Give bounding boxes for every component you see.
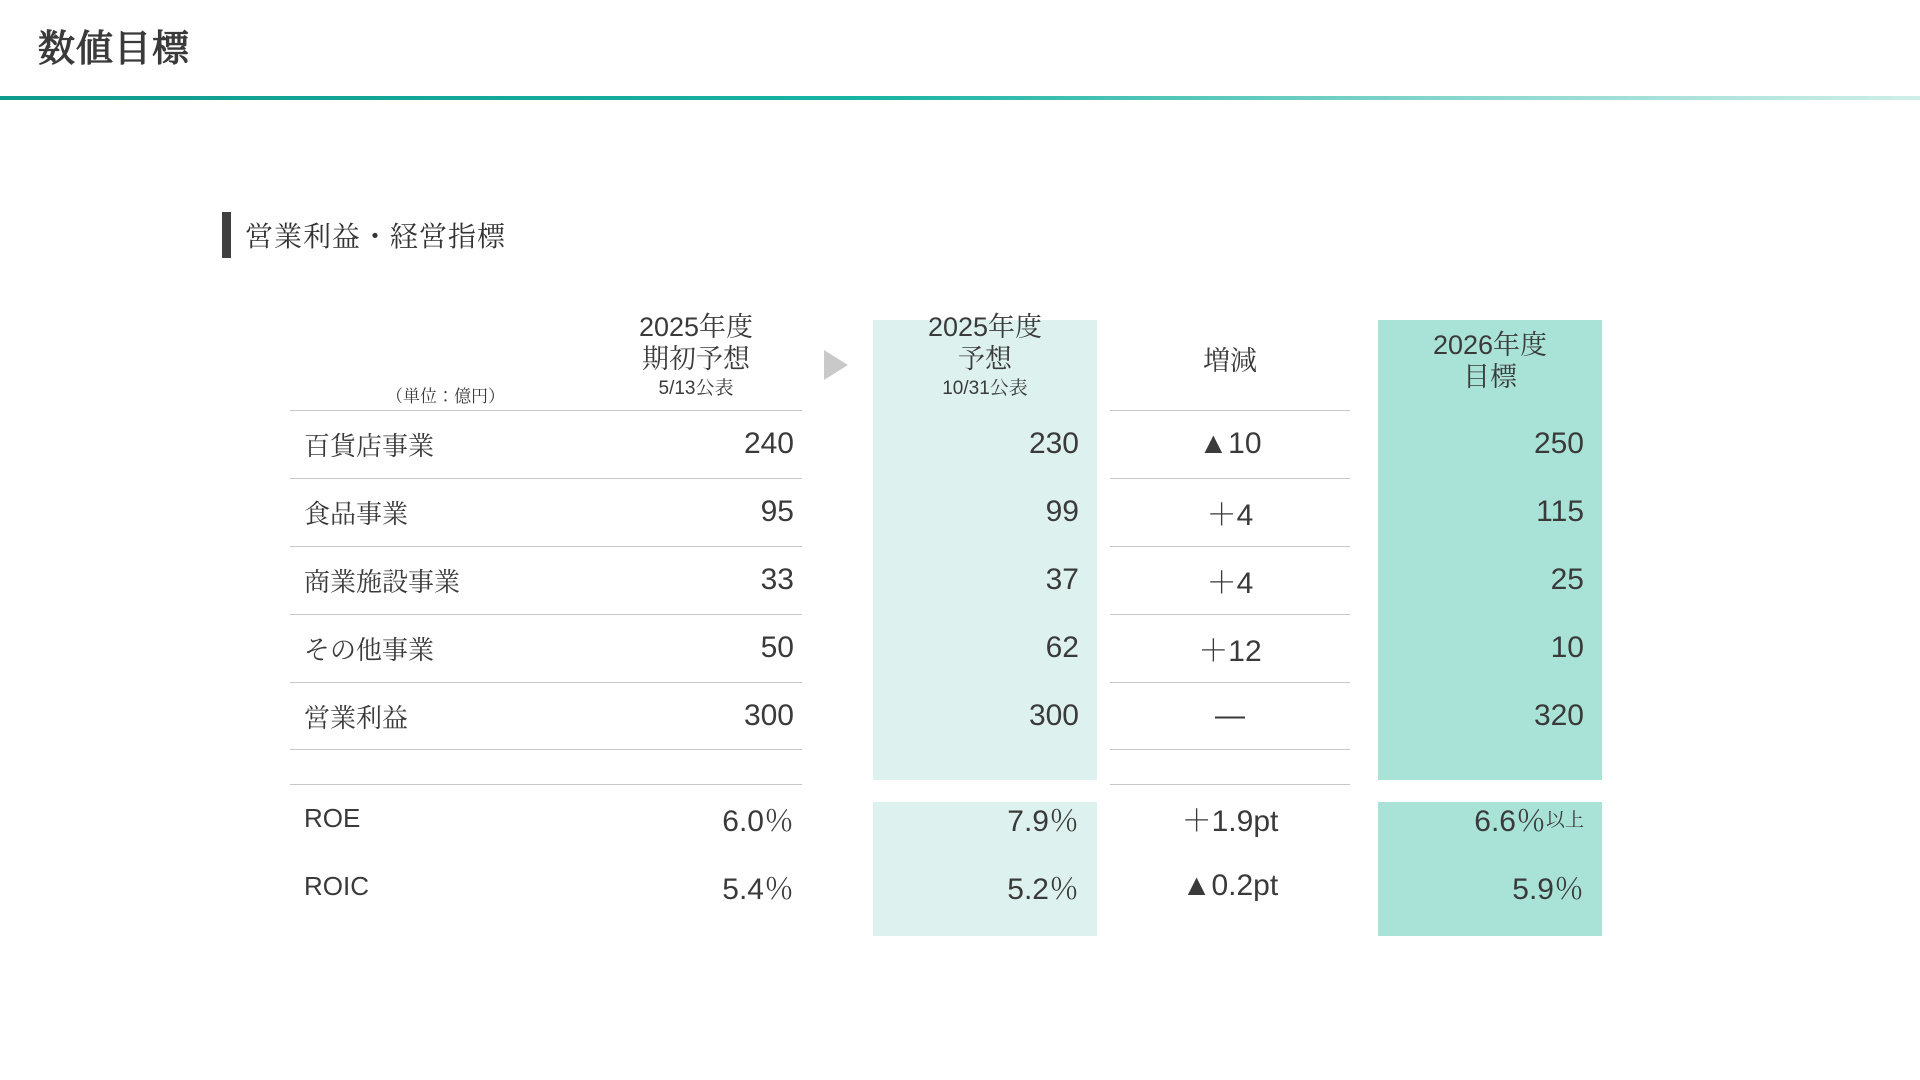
metric-label: ROIC [304, 870, 369, 901]
table-row-total [290, 682, 1610, 750]
metrics-table [290, 310, 1610, 920]
metric-forecast-value: 7.9％ [1007, 805, 1079, 838]
header-initial-forecast: 2025年度 期初予想 5/13公表 [590, 312, 802, 400]
row-delta-value: — [1215, 699, 1245, 732]
row-initial-value: 240 [743, 427, 794, 460]
row-target-value: 25 [1550, 563, 1584, 596]
header-divider [0, 96, 1920, 100]
row-target-value: 115 [1536, 495, 1584, 528]
metric-target-value [1378, 784, 1602, 852]
metric-forecast-value: 5.2％ [1007, 873, 1079, 906]
row-delta-value: ▲10 [1198, 427, 1262, 460]
table-row [290, 614, 1610, 682]
metric-delta-value: ▲0.2pt [1181, 869, 1279, 902]
metric-row [290, 784, 1610, 852]
row-label: 営業利益 [304, 702, 409, 733]
metric-target-number: 5.9％ [1512, 873, 1584, 906]
row-delta-value: ＋4 [1206, 499, 1254, 532]
table-row [290, 546, 1610, 614]
metric-delta-value: ＋1.9pt [1181, 805, 1279, 838]
table-header-row [290, 310, 1610, 410]
header-initial-subnote: 5/13公表 [658, 377, 734, 399]
row-delta-value: ＋12 [1198, 635, 1262, 668]
row-forecast-value: 37 [1045, 563, 1079, 596]
row-forecast-value: 230 [1028, 427, 1079, 460]
metric-row [290, 852, 1610, 920]
row-initial-value: 50 [760, 631, 794, 664]
row-forecast-value: 62 [1045, 631, 1079, 664]
header-revised-forecast: 2025年度 予想 10/31公表 [873, 312, 1097, 400]
row-delta-value: ＋4 [1206, 567, 1254, 600]
header-target: 2026年度 目標 [1432, 330, 1548, 392]
row-target-value: 10 [1550, 631, 1584, 664]
row-label: その他事業 [304, 634, 435, 665]
row-initial-value: 33 [760, 563, 794, 596]
metric-initial-value: 5.4％ [722, 873, 794, 906]
section-accent-bar [222, 212, 231, 258]
metric-label: ROE [304, 802, 361, 833]
table-row [290, 410, 1610, 478]
row-forecast-value: 300 [1028, 699, 1079, 732]
page-title: 数値目標 [38, 28, 190, 69]
row-initial-value: 300 [743, 699, 794, 732]
metric-initial-value: 6.0％ [722, 805, 794, 838]
row-initial-value: 95 [760, 495, 794, 528]
unit-note: （単位：億円） [386, 387, 505, 406]
row-forecast-value: 99 [1045, 495, 1079, 528]
row-label: 商業施設事業 [304, 566, 461, 597]
metric-target-number: 6.6％ [1474, 805, 1546, 838]
metric-target-value [1378, 852, 1602, 920]
table-row [290, 478, 1610, 546]
section-heading [222, 212, 506, 258]
row-target-value: 250 [1533, 427, 1584, 460]
header-forecast-subnote: 10/31公表 [942, 377, 1028, 399]
row-label: 百貨店事業 [304, 430, 435, 461]
header-delta: 増減 [1203, 346, 1257, 376]
row-target-value: 320 [1533, 699, 1584, 732]
row-label: 食品事業 [304, 498, 409, 529]
section-heading-label: 営業利益・経営指標 [245, 221, 507, 252]
metric-target-suffix: 以上 [1545, 809, 1584, 831]
arrow-right-icon [824, 350, 848, 380]
